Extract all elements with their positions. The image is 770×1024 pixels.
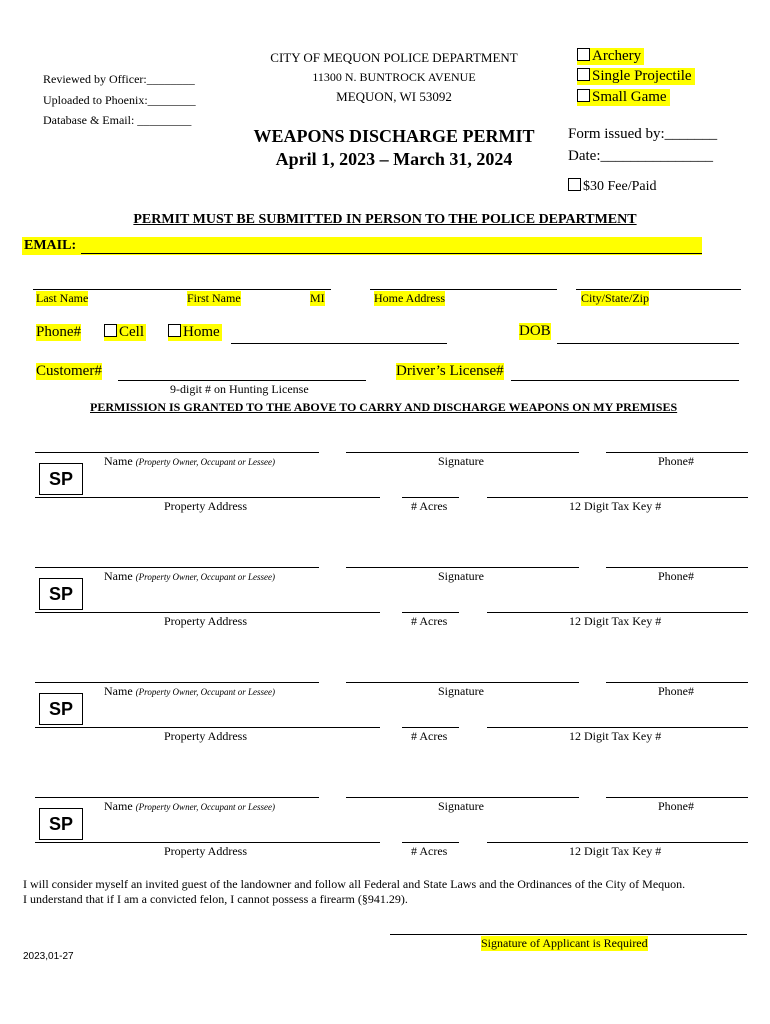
department-city: MEQUON, WI 53092 [336,89,452,104]
permit-dates: April 1, 2023 – March 31, 2024 [275,149,513,169]
home-label: Home [183,324,220,340]
owner-name-text: Name [104,799,133,813]
sp-box: SP [39,463,83,495]
acres-label: # Acres [411,844,448,858]
property-address-label: Property Address [164,499,247,513]
owner-name-label [104,454,275,469]
department-address: 11300 N. BUNTROCK AVENUE [312,70,476,84]
property-address-label: Property Address [164,844,247,858]
signature-label: Signature [438,454,484,468]
sp-box: SP [39,578,83,610]
signature-line[interactable] [346,567,579,568]
owner-phone-line[interactable] [606,567,748,568]
acres-label: # Acres [411,614,448,628]
owner-name-note: (Property Owner, Occupant or Lessee) [135,687,276,697]
owner-phone-line[interactable] [606,452,748,453]
customer-line[interactable] [118,380,366,381]
email-label: EMAIL: [24,238,77,253]
owner-name-label [104,799,275,814]
owner-name-note: (Property Owner, Occupant or Lessee) [135,572,276,582]
tax-key-line[interactable] [487,727,748,728]
acres-line[interactable] [402,612,459,613]
tax-key-line[interactable] [487,612,748,613]
tax-key-label: 12 Digit Tax Key # [569,844,662,858]
property-block [0,567,770,637]
city-state-zip-line[interactable] [576,289,741,290]
tax-key-label: 12 Digit Tax Key # [569,499,662,513]
dob-label: DOB [519,323,551,339]
owner-name-note: (Property Owner, Occupant or Lessee) [135,457,276,467]
tax-key-label: 12 Digit Tax Key # [569,729,662,743]
option-archery-label: Archery [592,48,642,64]
option-small-game-label: Small Game [592,89,667,105]
property-address-line[interactable] [35,727,380,728]
last-name-label: Last Name [36,291,89,305]
cell-label: Cell [119,324,144,340]
option-single-projectile-label: Single Projectile [592,68,692,84]
database-email-blank: _______ [149,113,192,127]
signature-line[interactable] [346,452,579,453]
tax-key-line[interactable] [487,842,748,843]
home-address-label: Home Address [374,291,445,305]
tax-key-label: 12 Digit Tax Key # [569,614,662,628]
city-state-zip-label: City/State/Zip [581,291,649,305]
checkbox-single-projectile[interactable] [577,68,590,81]
owner-name-label [104,569,275,584]
checkbox-cell[interactable] [104,324,117,337]
sp-box: SP [39,693,83,725]
owner-phone-label: Phone# [658,569,694,583]
property-block [0,682,770,752]
acres-line[interactable] [402,497,459,498]
felon-statement: I understand that if I am a convicted felon, I cannot possess a firearm (§941.29). [23,892,408,906]
property-address-line[interactable] [35,842,380,843]
fee-paid[interactable] [568,178,657,195]
sp-box: SP [39,808,83,840]
owner-name-line[interactable] [35,567,319,568]
checkbox-fee-paid[interactable] [568,178,581,191]
phone-label: Phone# [36,324,81,340]
name-line[interactable] [33,289,331,290]
customer-hint: 9-digit # on Hunting License [170,382,309,396]
signature-label: Signature [438,684,484,698]
owner-name-text: Name [104,569,133,583]
permission-statement: PERMISSION IS GRANTED TO THE ABOVE TO CARRY AND DISCHARGE WEAPONS ON MY PREMISES [90,400,678,414]
property-address-line[interactable] [35,612,380,613]
database-email [43,113,191,128]
owner-name-text: Name [104,454,133,468]
home-address-line[interactable] [370,289,557,290]
option-archery[interactable] [577,48,644,65]
property-address-label: Property Address [164,614,247,628]
property-block [0,797,770,867]
property-address-label: Property Address [164,729,247,743]
owner-phone-label: Phone# [658,684,694,698]
signature-label: Signature [438,799,484,813]
signature-line[interactable] [346,797,579,798]
guest-statement: I will consider myself an invited guest of the landowner and follow all Federal and State Laws and the Ordinances of the City of Mequon. [23,877,686,891]
owner-phone-line[interactable] [606,682,748,683]
signature-line[interactable] [346,682,579,683]
mi-label: MI [310,291,325,305]
drivers-license-label: Driver’s License# [396,363,504,379]
owner-phone-label: Phone# [658,799,694,813]
option-small-game[interactable] [577,89,670,106]
acres-label: # Acres [411,499,448,513]
option-single-projectile[interactable] [577,68,695,85]
checkbox-small-game[interactable] [577,89,590,102]
issue-date: Date:_______________ [568,148,713,164]
owner-name-text: Name [104,684,133,698]
tax-key-line[interactable] [487,497,748,498]
database-email-label: Database & Email: __ [43,113,150,127]
signature-label: Signature [438,569,484,583]
first-name-label: First Name [187,291,241,305]
drivers-license-line[interactable] [511,380,739,381]
form-issued-by: Form issued by:_______ [568,126,718,142]
acres-line[interactable] [402,842,459,843]
department-name: CITY OF MEQUON POLICE DEPARTMENT [270,50,518,65]
applicant-signature-line[interactable] [390,934,747,935]
reviewed-by-officer: Reviewed by Officer:________ [43,72,195,86]
checkbox-home[interactable] [168,324,181,337]
uploaded-to-phoenix: Uploaded to Phoenix:________ [43,93,196,107]
form-version: 2023,01-27 [23,951,74,962]
dob-line[interactable] [557,343,739,344]
owner-name-line[interactable] [35,797,319,798]
owner-phone-label: Phone# [658,454,694,468]
acres-label: # Acres [411,729,448,743]
owner-phone-line[interactable] [606,797,748,798]
owner-name-line[interactable] [35,682,319,683]
owner-name-label [104,684,275,699]
cell-option[interactable] [104,324,146,341]
submission-notice: PERMIT MUST BE SUBMITTED IN PERSON TO THE POLICE DEPARTMENT [133,212,637,227]
email-row[interactable] [22,237,702,255]
acres-line[interactable] [402,727,459,728]
applicant-signature-label: Signature of Applicant is Required [481,936,648,950]
owner-name-note: (Property Owner, Occupant or Lessee) [135,802,276,812]
property-block [0,452,770,522]
customer-label: Customer# [36,363,102,379]
owner-name-line[interactable] [35,452,319,453]
property-address-line[interactable] [35,497,380,498]
home-option[interactable] [168,324,222,341]
email-line[interactable] [81,253,702,254]
phone-line[interactable] [231,343,447,344]
fee-paid-label: $30 Fee/Paid [583,179,657,194]
checkbox-archery[interactable] [577,48,590,61]
page-title: WEAPONS DISCHARGE PERMIT [253,126,535,146]
